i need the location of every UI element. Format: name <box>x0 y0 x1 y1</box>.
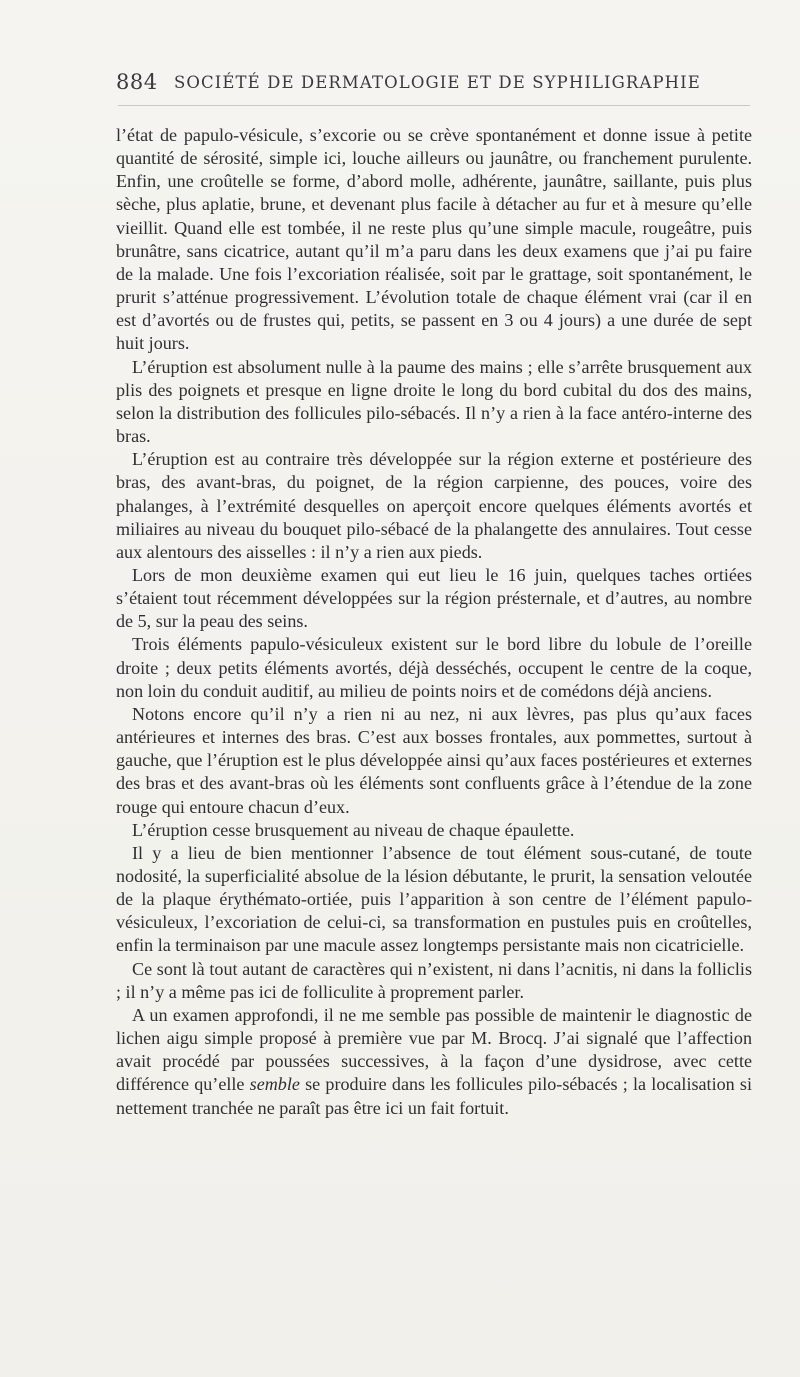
paragraph-10 <box>116 1004 752 1120</box>
paragraph-4: Lors de mon deuxième examen qui eut lieu le 16 juin, quelques taches ortiées s’étaient tout récemment développées sur la région présternale, et d’autres, au nombre de 5, sur la peau des seins. <box>116 564 752 632</box>
paragraph-2: L’éruption est absolument nulle à la paume des mains ; elle s’arrête brusquement aux plis des poignets et presque en ligne droite le long du bord cubital du dos des mains, selon la distribution des follicules pilo-sébacés. Il n’y a rien à la face antéro-interne des bras. <box>116 356 752 447</box>
paragraph-7: L’éruption cesse brusquement au niveau de chaque épaulette. <box>132 819 575 840</box>
paragraph-9: Ce sont là tout autant de caractères qui n’existent, ni dans l’acnitis, ni dans la folliclis ; il n’y a même pas ici de folliculite à proprement parler. <box>116 958 752 1002</box>
paragraph-10-text-before: A un examen approfondi, il ne me semble pas possible de maintenir le diagnostic de lichen aigu simple proposé à première vue par M. Brocq. J’ai signalé que l’affection avait procédé par poussées successives, à la façon d’une dysidrose, avec cette différence qu’elle <box>116 1004 752 1095</box>
paragraph-10-italic-word: semble <box>249 1074 300 1095</box>
paragraph-1: l’état de papulo-vésicule, s’excorie ou se crève spontanément et donne issue à petite quantité de sérosité, simple ici, louche ailleurs ou jaunâtre, ou franchement purulente. Enfin, une croûtelle se forme, d’abord molle, adhérente, jaunâtre, saillante, puis plus sèche, plus aplatie, brune, et devenant plus facile à détacher au fur et à mesure qu’elle vieillit. Quand elle est tombée, il ne reste plus qu’une simple macule, rougeâtre, puis brunâtre, sans cicatrice, autant qu’il m’a paru dans les deux examens que j’ai pu faire de la malade. Une fois l’excoriation réalisée, soit par le grattage, soit spontanément, le prurit s’atténue progressivement. L’évolution totale de chaque élément vrai (car il en est d’avortés ou de frustes qui, petits, se passent en 3 ou 4 jours) a une durée de sept huit jours. <box>116 125 752 354</box>
paragraph-10-text-after: se produire dans les follicules pilo-sébacés ; la localisation si nettement tranchée ne paraît pas être ici un fait fortuit. <box>116 1074 752 1118</box>
paragraph-6: Notons encore qu’il n’y a rien ni au nez, ni aux lèvres, pas plus qu’aux faces antérieures et internes des bras. C’est aux bosses frontales, aux pommettes, surtout à gauche, que l’éruption est le plus développée ainsi qu’aux faces postérieures et externes des bras et des avant-bras où les éléments sont confluents grâce à l’étendue de la zone rouge qui entoure chacun d’eux. <box>116 703 752 817</box>
paragraph-8: Il y a lieu de bien mentionner l’absence de tout élément sous-cutané, de toute nodosité, la superficialité absolue de la lésion débutante, le prurit, la sensation veloutée de la plaque érythémato-ortiée, puis l’apparition à son centre de l’élément papulo-vésiculeux, l’excoriation de celui-ci, sa transformation en pustules puis en croûtelles, enfin la terminaison par une macule assez longtemps persistante mais non cicatricielle. <box>116 842 752 956</box>
paragraph-3: L’éruption est au contraire très développée sur la région externe et postérieure des bras, des avant-bras, du poignet, de la région carpienne, des pouces, voire des phalanges, à l’extrémité desquelles on aperçoit encore quelques éléments avortés et miliaires au niveau du bouquet pilo-sébacé de la phalangette des annulaires. Tout cesse aux alentours des aisselles : il n’y a rien aux pieds. <box>116 449 752 562</box>
paragraph-5: Trois éléments papulo-vésiculeux existent sur le bord libre du lobule de l’oreille droite ; deux petits éléments avortés, déjà desséchés, occupent le centre de la coque, non loin du conduit auditif, au milieu de points noirs et de comédons déjà anciens. <box>116 634 752 701</box>
running-title: SOCIÉTÉ DE DERMATOLOGIE ET DE SYPHILIGRAPHIE <box>174 73 701 92</box>
header-rule <box>118 105 750 106</box>
page-header <box>116 70 752 98</box>
page-number: 884 <box>116 70 158 94</box>
body-text <box>116 124 752 1120</box>
